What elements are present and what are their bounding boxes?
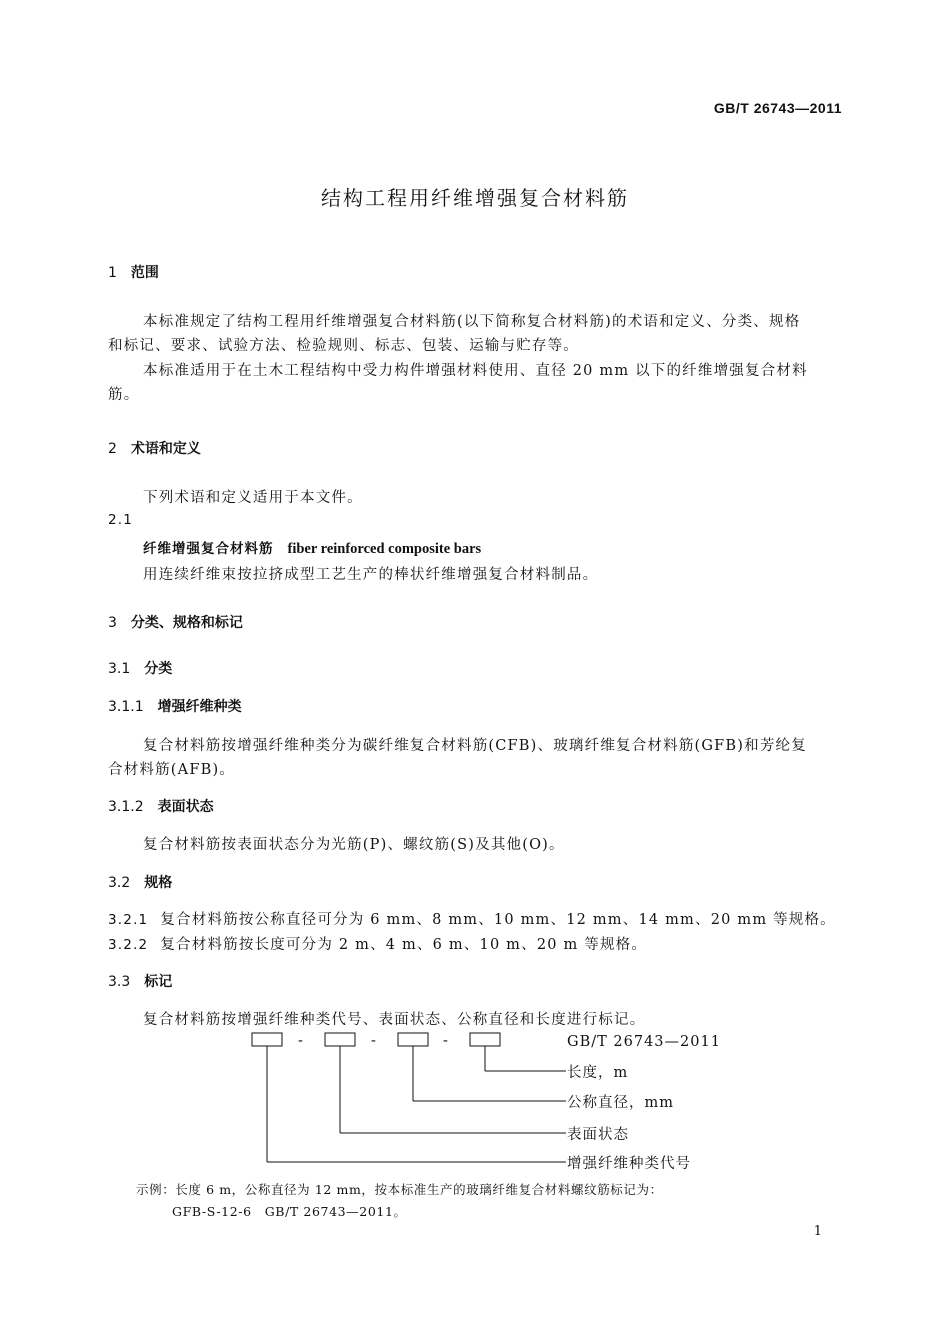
section-number: 3 — [108, 615, 117, 631]
term-english: fiber reinforced composite bars — [287, 541, 482, 557]
term-number: 2.1 — [108, 512, 134, 528]
section-title: 分类、规格和标记 — [130, 615, 243, 631]
surface-paragraph: 复合材料筋按表面状态分为光筋(P)、螺纹筋(S)及其他(O)。 — [143, 837, 565, 853]
separator-1: - — [298, 1033, 304, 1049]
term-definition: 用连续纤维束按拉挤成型工艺生产的棒状纤维增强复合材料制品。 — [143, 567, 599, 583]
section-title: 分类 — [144, 661, 173, 677]
label-diameter: 公称直径，mm — [567, 1095, 674, 1111]
section-title: 规格 — [144, 875, 173, 891]
diagram-standard-number: GB/T 26743—2011 — [567, 1034, 721, 1050]
section-2-heading — [108, 438, 201, 458]
section-3-3-heading — [108, 971, 172, 991]
section-3-1-2-heading — [108, 796, 214, 816]
spec-item-1 — [108, 908, 836, 929]
spec-item-2 — [108, 933, 647, 954]
example-line-1: 示例：长度 6 m，公称直径为 12 mm，按本标准生产的玻璃纤维复合材料螺纹筋标记为： — [136, 1182, 663, 1197]
section-title: 表面状态 — [157, 799, 214, 815]
label-length: 长度，m — [567, 1065, 629, 1081]
standard-number: GB/T 26743—2011 — [713, 100, 842, 116]
term-chinese: 纤维增强复合材料筋 — [143, 541, 274, 557]
section-number: 3.1.2 — [108, 799, 144, 815]
section-number: 3.1.1 — [108, 699, 144, 715]
page-number: 1 — [813, 1224, 822, 1239]
item-number: 3.2.2 — [108, 937, 149, 953]
length-box — [470, 1033, 500, 1046]
item-text: 复合材料筋按公称直径可分为 6 mm、8 mm、10 mm、12 mm、14 mm、20 mm 等规格。 — [160, 912, 836, 928]
term-heading — [143, 537, 481, 558]
scope-paragraph-2: 本标准适用于在土木工程结构中受力构件增强材料使用、直径 20 mm 以下的纤维增强复合材料筋。 — [108, 363, 808, 403]
section-title: 增强纤维种类 — [157, 699, 242, 715]
scope-paragraph-1: 本标准规定了结构工程用纤维增强复合材料筋(以下简称复合材料筋)的术语和定义、分类、规格和标记、要求、试验方法、检验规则、标志、包装、运输与贮存等。 — [108, 314, 801, 354]
example-line-2: GFB-S-12-6 GB/T 26743—2011。 — [172, 1204, 407, 1219]
section-3-1-1-heading — [108, 696, 242, 716]
section-1-heading — [108, 262, 159, 282]
section-3-2-heading — [108, 872, 172, 892]
diameter-box — [398, 1033, 428, 1046]
section-3-1-heading — [108, 658, 172, 678]
section-number: 2 — [108, 441, 117, 457]
section-title: 标记 — [144, 974, 173, 990]
item-text: 复合材料筋按长度可分为 2 m、4 m、6 m、10 m、20 m 等规格。 — [160, 937, 648, 953]
label-surface: 表面状态 — [567, 1127, 629, 1143]
marking-intro: 复合材料筋按增强纤维种类代号、表面状态、公称直径和长度进行标记。 — [143, 1012, 646, 1028]
section-number: 3.3 — [108, 974, 131, 990]
separator-3: - — [443, 1033, 449, 1049]
fiber-code-box — [252, 1033, 282, 1046]
separator-2: - — [371, 1033, 377, 1049]
section-number: 3.2 — [108, 875, 131, 891]
section-3-heading — [108, 612, 243, 632]
section-number: 1 — [108, 265, 117, 281]
label-fiber-code: 增强纤维种类代号 — [567, 1156, 691, 1172]
fiber-type-paragraph: 复合材料筋按增强纤维种类分为碳纤维复合材料筋(CFB)、玻璃纤维复合材料筋(GFB)和芳纶复合材料筋(AFB)。 — [108, 738, 807, 778]
surface-box — [325, 1033, 355, 1046]
section-number: 3.1 — [108, 661, 131, 677]
item-number: 3.2.1 — [108, 912, 149, 928]
document-title: 结构工程用纤维增强复合材料筋 — [321, 186, 629, 210]
section-title: 范围 — [130, 265, 159, 281]
section-title: 术语和定义 — [130, 441, 201, 457]
terms-intro: 下列术语和定义适用于本文件。 — [143, 490, 363, 506]
